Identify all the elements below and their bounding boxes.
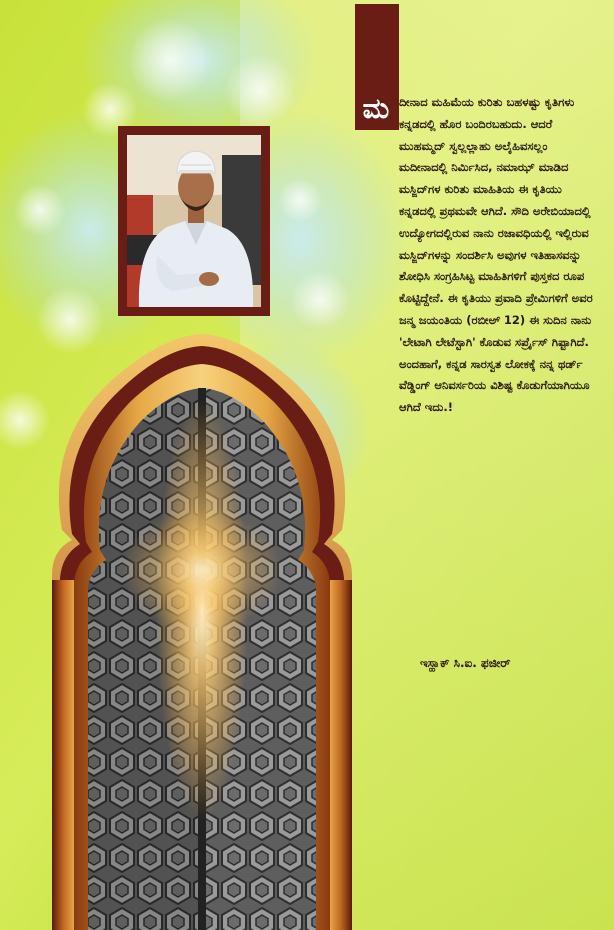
dropcap-letter: ಮ [362,92,390,125]
author-signature: ಇಸ್ಹಾಕ್ ಸಿ.ಐ. ಫಜೀರ್ [420,656,511,670]
author-portrait-icon [127,135,261,307]
author-photo-frame [118,126,270,316]
article-body [363,92,595,419]
article-paragraph [363,92,595,419]
mosque-arch-door [52,330,352,930]
article-text: ದೀನಾದ ಮಹಿಮೆಯ ಕುರಿತು ಬಹಳಷ್ಟು ಕೃತಿಗಳು ಕನ್ನಡದಲ್ಲಿ ಹೊರ ಬಂದಿರಬಹುದು. ಆದರೆ ಮುಹಮ್ಮದ್ ಸ್ವಲ್ಲಲ್ಲಾಹು ಅಲೈಹಿವಸಲ್ಲಂ ಮದೀನಾದಲ್ಲಿ ನಿರ್ಮಿಸಿದ, ನಮಾಝ್ ಮಾಡಿದ ಮಸ್ಜಿದ್‌ಗಳ ಕುರಿತು ಮಾಹಿತಿಯ ಈ ಕೃತಿಯು ಕನ್ನಡದಲ್ಲಿ ಪ್ರಥಮವೇ ಆಗಿದೆ. ಸೌದಿ ಅರೇಬಿಯಾದಲ್ಲಿ ಉದ್ಯೋಗದಲ್ಲಿರುವ ನಾನು ರಜಾವಧಿಯಲ್ಲಿ ಇಲ್ಲಿರುವ ಮಸ್ಜಿದ್‌ಗಳನ್ನು ಸಂದರ್ಶಿಸಿ ಅವುಗಳ ಇತಿಹಾಸವನ್ನು ಶೋಧಿಸಿ ಸಂಗ್ರಹಿಸಿಟ್ಟ ಮಾಹಿತಿಗಳಿಗೆ ಪುಸ್ತಕದ ರೂಪ ಕೊಟ್ಟಿದ್ದೇನೆ. ಈ ಕೃತಿಯು ಪ್ರವಾದಿ ಪ್ರೇಮಿಗಳಿಗೆ ಅವರ ಜನ್ಮ ಜಯಂತಿಯ (ರಬೀಅ್ 12) ಈ ಸುದಿನ ನಾನು 'ಲೇಟಾಗಿ ಲೇಟೆಸ್ಟಾಗಿ' ಕೊಡುವ ಸರ್ಪ್ರೈಸ್ ಗಿಫ್ಟಾಗಿದೆ. ಅಂದಹಾಗೆ, ಕನ್ನಡ ಸಾರಸ್ವತ ಲೋಕಕ್ಕೆ ನನ್ನ ಥರ್ಡ್ ವೆಡ್ಡಿಂಗ್ ಆನಿವರ್ಸರಿಯ ವಿಶಿಷ್ಟ ಕೊಡುಗೆಯಾಗಿಯೂ ಆಗಿದೆ ಇದು.! [399,95,593,415]
author-photo [127,135,261,307]
